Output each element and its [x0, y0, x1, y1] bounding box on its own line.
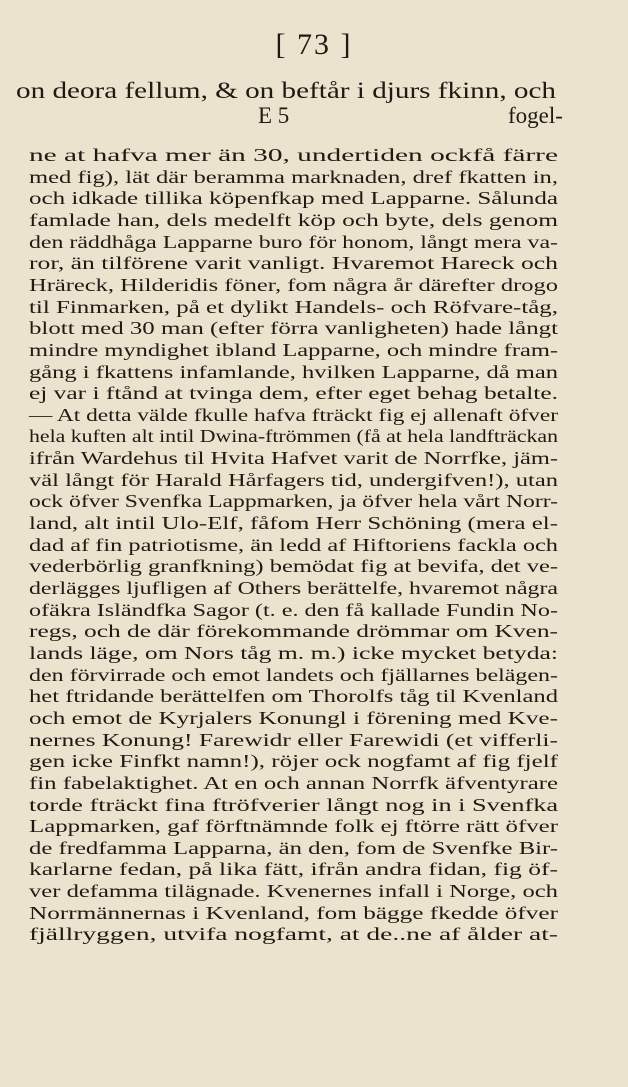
- text-line: gen icke Finfkt namn!), röjer ock nogfamt af fig fjelf: [29, 751, 558, 772]
- text-line: och idkade tillika köpenfkap med Lapparne. Sålunda: [29, 188, 558, 209]
- signature-mark: E 5: [258, 103, 290, 128]
- page-number: [ 73 ]: [275, 28, 353, 61]
- text-line: blott med 30 man (efter förra vanligheten) hade långt: [29, 318, 558, 339]
- text-line: fjällryggen, utvifa nogfamt, at de..ne af ålder at-: [29, 924, 558, 945]
- text-line: den räddhåga Lapparne buro för honom, långt mera va-: [29, 231, 558, 252]
- text-line: mindre myndighet ibland Lapparne, och mindre fram-: [29, 339, 558, 360]
- text-line: ej var i ftånd at tvinga dem, efter eget behag betalte.: [29, 383, 558, 404]
- text-line: lands läge, om Nors tåg m. m.) icke mycket betyda:: [29, 642, 558, 663]
- text-line: ock öfver Svenfka Lappmarken, ja öfver hela vårt Norr-: [29, 491, 558, 512]
- text-line: med fig), lät där beramma marknaden, dref fkatten in,: [29, 166, 558, 187]
- text-line: — At detta välde fkulle hafva fträckt fig ej allenaft öfver: [29, 404, 558, 425]
- text-line: derlägges ljufligen af Others berättelfe, hvaremot några: [29, 578, 558, 598]
- text-line: karlarne fedan, på lika fätt, ifrån andra fidan, fig öf-: [29, 859, 558, 880]
- text-line: het ftridande berättelfen om Thorolfs tåg til Kvenland: [29, 686, 558, 707]
- text-line: ifrån Wardehus til Hvita Hafvet varit de Norrfke, jäm-: [29, 448, 558, 469]
- text-line: gång i fkattens infamlande, hvilken Lapparne, då man: [29, 361, 558, 382]
- text-line: [16, 78, 628, 104]
- text-line: och emot de Kyrjalers Konungl i förening med Kve-: [29, 707, 558, 728]
- text-line: fin fabelaktighet. At en och annan Norrfk äfventyrare: [29, 772, 558, 793]
- text-line: Hräreck, Hilderidis föner, fom några år därefter drogo: [29, 274, 558, 295]
- text-line: land, alt intil Ulo-Elf, fåfom Herr Schöning (mera el-: [29, 513, 558, 534]
- catchword: fogel-: [508, 103, 563, 128]
- text-line: den förvirrade och emot landets och fjällarnes belägen-: [29, 664, 558, 685]
- text-line: ne at hafva mer än 30, undertiden ockfå färre: [29, 145, 558, 165]
- text-line: vederbörlig granfkning) bemödat fig at bevifa, det ve-: [29, 556, 558, 577]
- text-line: hela kuften alt intil Dwina-ftrömmen (få at hela landfträckan: [29, 426, 558, 447]
- line-text: on deora fellum, & on beftår i djurs fkinn, och: [16, 78, 556, 103]
- text-line: ver defamma tilägnade. Kvenernes infall i Norge, och: [29, 881, 558, 902]
- text-line: väl långt för Harald Hårfagers tid, undergifven!), utan: [29, 469, 558, 490]
- text-line: nernes Konung! Farewidr eller Farewidi (et vifferli-: [29, 729, 558, 750]
- text-line: ofäkra Isländfka Sagor (t. e. den få kallade Fundin No-: [29, 599, 558, 620]
- text-line: til Finmarken, på et dylikt Handels- och Röfvare-tåg,: [29, 296, 558, 317]
- text-line: ror, än tilförene varit vanligt. Hvaremot Hareck och: [29, 253, 558, 274]
- text-line: famlade han, dels medelft köp och byte, dels genom: [29, 209, 558, 230]
- text-line: torde fträckt fina ftröfverier långt nog in i Svenfka: [29, 794, 558, 815]
- text-line: dad af fin patriotisme, än ledd af Hiftoriens fackla och: [29, 534, 558, 555]
- text-line: regs, och de där förekommande drömmar om Kven-: [29, 621, 558, 642]
- text-line: Lappmarken, gaf förftnämnde folk ej ftörre rätt öfver: [29, 816, 558, 837]
- text-line: Norrmännernas i Kvenland, fom bägge fkedde öfver: [29, 902, 558, 923]
- text-line: de fredfamma Lapparna, än den, fom de Svenfke Bir-: [29, 837, 558, 858]
